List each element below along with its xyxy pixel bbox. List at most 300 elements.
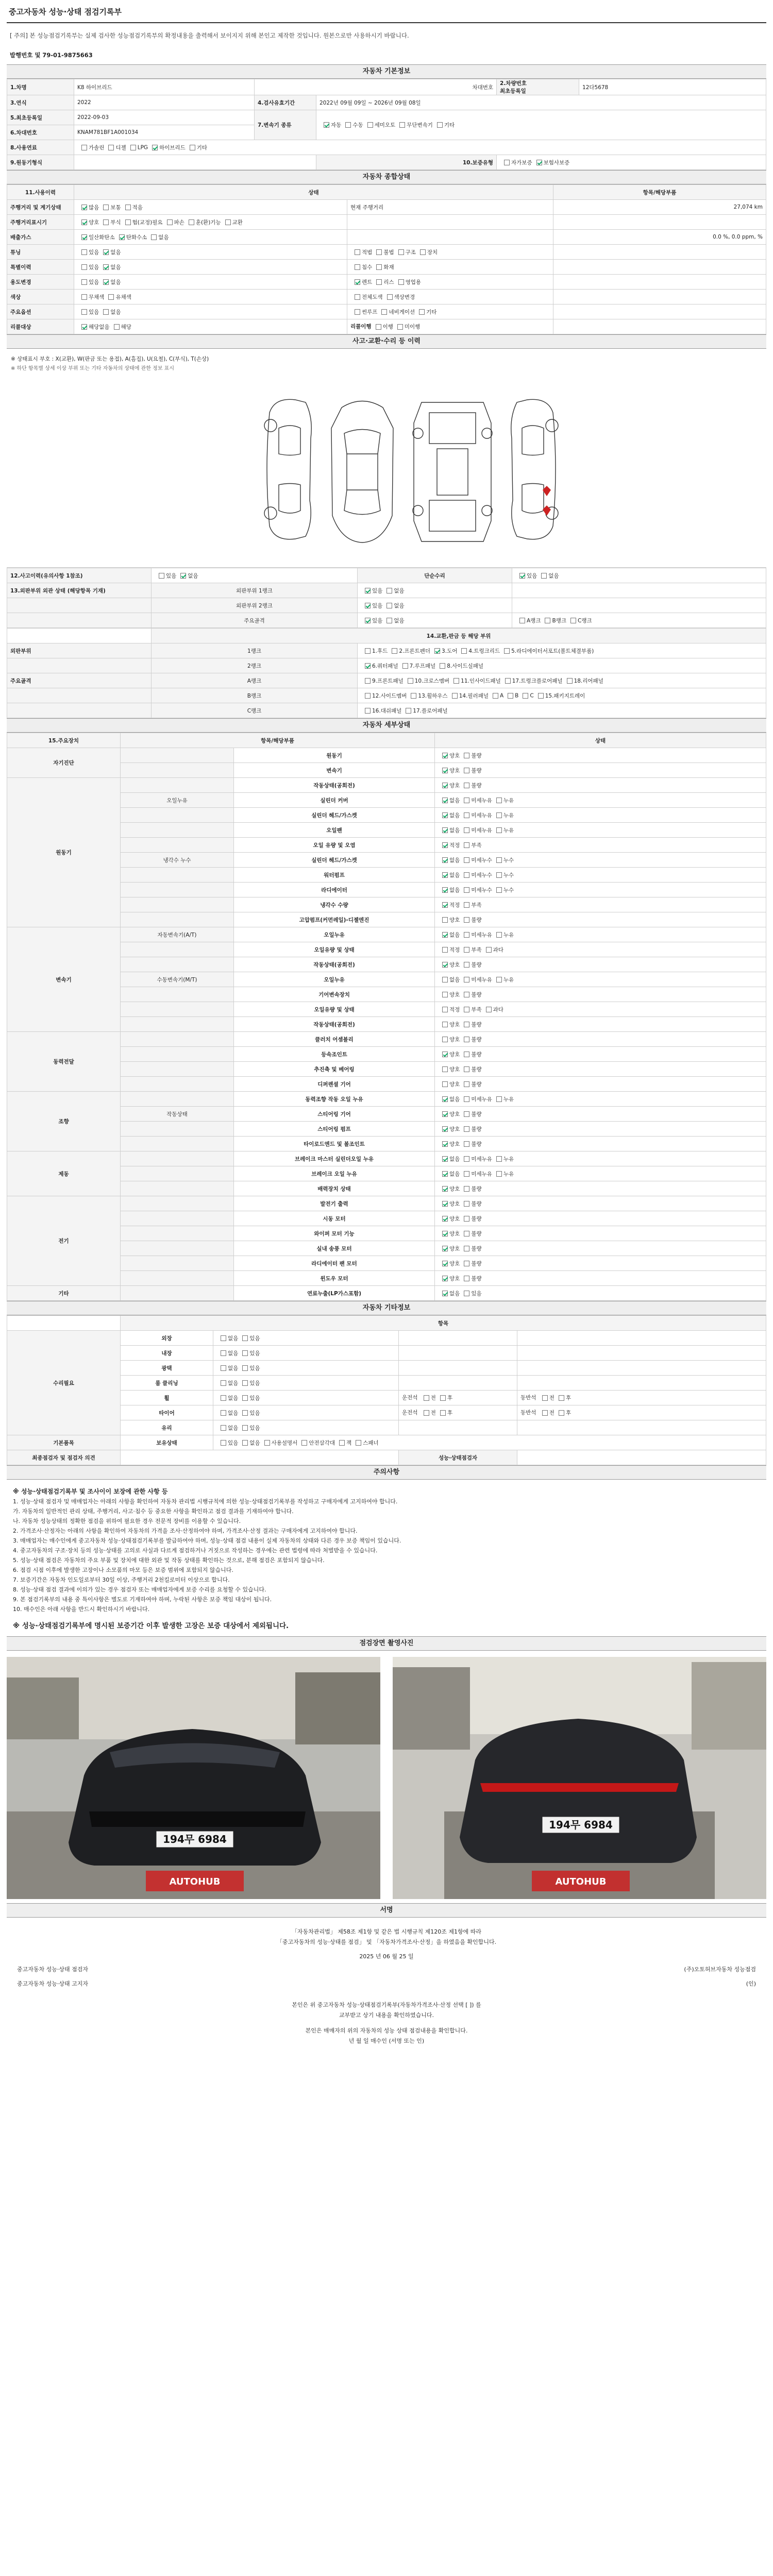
overall-sub-checkbox[interactable] [355, 249, 360, 255]
detail-group: 전기 [7, 1196, 121, 1286]
detail-checkbox[interactable] [442, 1291, 448, 1296]
detail-item: 라디에이터 [234, 883, 435, 897]
detail-checkbox[interactable] [442, 962, 448, 968]
rank-checkbox[interactable] [508, 693, 513, 699]
detail-checkbox[interactable] [464, 827, 469, 833]
transmission-options-checkbox[interactable] [324, 122, 329, 128]
rank-checkbox[interactable] [493, 693, 498, 699]
overall-checkbox[interactable] [103, 249, 109, 255]
detail-checkbox[interactable] [496, 812, 502, 818]
detail-checkbox[interactable] [464, 1007, 469, 1012]
rank-checkbox[interactable] [440, 663, 445, 669]
overall-option: 있음 [89, 309, 99, 315]
detail-sub [121, 1196, 234, 1211]
other-checkbox[interactable] [221, 1410, 226, 1416]
transmission-options-checkbox[interactable] [437, 122, 443, 128]
notes-line: 5. 성능·상태 점검은 자동차의 주요 부품 및 장치에 대한 외관 및 작동 상태를 확인하는 것으로, 분해 점검은 포함되지 않습니다. [13, 1557, 325, 1564]
detail-checkbox[interactable] [464, 1231, 469, 1236]
overall-sub-checkbox[interactable] [419, 309, 425, 315]
rank-checkbox[interactable] [434, 648, 440, 654]
detail-checkbox[interactable] [464, 962, 469, 968]
detail-checkbox[interactable] [442, 842, 448, 848]
detail-checkbox[interactable] [496, 827, 502, 833]
other-checkbox[interactable] [221, 1335, 226, 1341]
section-overall: 자동차 종합상태 [7, 170, 766, 184]
overall-checkbox[interactable] [81, 249, 87, 255]
overall-sub-option: 침수 [362, 264, 373, 270]
overall-value [553, 319, 766, 334]
detail-item: 작동상태(공회전) [234, 1017, 435, 1032]
detail-checkbox[interactable] [496, 1156, 502, 1162]
other-checkbox[interactable] [221, 1425, 226, 1431]
overall-checkbox[interactable] [81, 234, 87, 240]
detail-checkbox[interactable] [464, 768, 469, 773]
other-row [7, 1376, 766, 1391]
detail-option: 과다 [493, 1006, 503, 1013]
overall-option: 무채색 [89, 294, 105, 300]
detail-checkbox[interactable] [442, 1231, 448, 1236]
detail-checkbox[interactable] [486, 947, 492, 953]
other-ex-checkbox[interactable] [542, 1395, 548, 1401]
rank-checkbox[interactable] [461, 648, 467, 654]
overall-checkbox[interactable] [189, 219, 194, 225]
accident-checkbox[interactable] [159, 573, 164, 579]
detail-checkbox[interactable] [442, 1066, 448, 1072]
detail-checkbox[interactable] [464, 1081, 469, 1087]
detail-checkbox[interactable] [464, 1096, 469, 1102]
document [7, 0, 766, 2046]
detail-checkbox[interactable] [442, 887, 448, 893]
detail-checkbox[interactable] [464, 842, 469, 848]
overall-sub-checkbox[interactable] [355, 279, 360, 285]
rank-checkbox[interactable] [567, 678, 573, 684]
other-checkbox[interactable] [242, 1350, 248, 1356]
rank-checkbox[interactable] [408, 678, 413, 684]
overall-checkbox[interactable] [119, 234, 125, 240]
accident-rank-checkbox[interactable] [570, 618, 576, 623]
detail-row [7, 1256, 766, 1271]
overall-checkbox[interactable] [151, 234, 157, 240]
detail-checkbox[interactable] [442, 917, 448, 923]
accident-repair-checkbox[interactable] [541, 573, 547, 579]
detail-checkbox[interactable] [442, 932, 448, 938]
overall-label: 주행거리표시기 [7, 215, 74, 230]
detail-option: 불량 [471, 1230, 482, 1237]
fuel-options-checkbox[interactable] [108, 145, 114, 150]
detail-sub [121, 1286, 234, 1301]
warranty-options-checkbox[interactable] [536, 160, 542, 165]
detail-checkbox[interactable] [442, 947, 448, 953]
detail-checkbox[interactable] [464, 1216, 469, 1222]
detail-checkbox[interactable] [464, 932, 469, 938]
other-last-row [7, 1450, 766, 1465]
other-checkbox[interactable] [221, 1365, 226, 1371]
detail-option: 불량 [471, 1185, 482, 1192]
detail-row [7, 912, 766, 927]
detail-option: 양호 [449, 1036, 460, 1043]
detail-row [7, 1122, 766, 1137]
section-notes: 주의사항 [7, 1465, 766, 1480]
other-ex-option: 후 [565, 1410, 572, 1416]
detail-checkbox[interactable] [442, 992, 448, 997]
detail-item: 와이퍼 모터 기능 [234, 1226, 435, 1241]
detail-option: 없음 [449, 827, 460, 834]
other-checkbox[interactable] [242, 1395, 248, 1401]
detail-checkbox[interactable] [464, 902, 469, 908]
sign-line-3: 본인은 위 중고자동차 성능·상태점검기록부(자동차가격조사·산정 선택 [ ]) 를 [292, 2002, 481, 2008]
fuel-options-checkbox[interactable] [130, 145, 136, 150]
other-basic-checkbox[interactable] [356, 1440, 361, 1446]
detail-checkbox[interactable] [464, 753, 469, 758]
rank-checkbox[interactable] [392, 648, 397, 654]
transmission-options-checkbox[interactable] [345, 122, 351, 128]
section-sign: 서명 [7, 1903, 766, 1918]
overall-checkbox[interactable] [103, 219, 109, 225]
detail-checkbox[interactable] [464, 887, 469, 893]
detail-checkbox[interactable] [442, 1081, 448, 1087]
detail-checkbox[interactable] [442, 1141, 448, 1147]
overall-sub-checkbox[interactable] [355, 264, 360, 270]
overall-sub-checkbox[interactable] [398, 249, 404, 255]
rank-checkbox[interactable] [406, 708, 411, 714]
accident-row [7, 613, 766, 628]
accident-checkbox[interactable] [386, 618, 392, 623]
rank-checkbox[interactable] [411, 693, 416, 699]
other-option: 있음 [249, 1425, 260, 1431]
accident-checkbox[interactable] [365, 618, 371, 623]
overall-sub-checkbox[interactable] [398, 279, 404, 285]
badge-front: AUTOHUB [169, 1876, 221, 1887]
detail-table [7, 733, 766, 1301]
detail-checkbox[interactable] [464, 1246, 469, 1251]
notes-warning: ※ 성능·상태점검기록부에 명시된 보증기간 이후 발생한 고장은 보증 대상에서 제외됩니다. [13, 1622, 289, 1630]
detail-option: 불량 [471, 1111, 482, 1117]
transmission-options-checkbox[interactable] [367, 122, 373, 128]
rank-checkbox[interactable] [365, 693, 371, 699]
detail-option: 누유 [503, 1156, 514, 1162]
overall-checkbox[interactable] [81, 324, 87, 330]
detail-checkbox[interactable] [442, 1156, 448, 1162]
overall-checkbox[interactable] [81, 294, 87, 300]
overall-mid [347, 304, 553, 319]
detail-options [435, 1211, 766, 1226]
overall-option: 유채색 [115, 294, 131, 300]
overall-checkbox[interactable] [81, 219, 87, 225]
detail-checkbox[interactable] [486, 1007, 492, 1012]
detail-checkbox[interactable] [464, 977, 469, 982]
rank-checkbox[interactable] [365, 708, 371, 714]
detail-checkbox[interactable] [442, 1201, 448, 1207]
detail-item: 냉각수 수량 [234, 897, 435, 912]
label-engine-type: 9.원동기형식 [7, 155, 74, 170]
other-checkbox[interactable] [221, 1395, 226, 1401]
warranty-options-checkbox[interactable] [504, 160, 510, 165]
rank-option: 5.라디에이터서포트(볼트체결부품) [511, 648, 594, 654]
detail-checkbox[interactable] [464, 947, 469, 953]
accident-repair-checkbox[interactable] [519, 573, 525, 579]
overall-sub-checkbox[interactable] [420, 249, 426, 255]
overall-sub-checkbox[interactable] [376, 324, 381, 330]
accident-checkbox[interactable] [386, 603, 392, 608]
sign-notifier-label: 중고자동차 성능·상태 고지자 [17, 1980, 89, 1987]
sign-inspector-value: (주)오토허브자동차 성능점검 [684, 1966, 756, 1973]
transmission-options-option: 자동 [331, 122, 342, 128]
detail-checkbox[interactable] [464, 1052, 469, 1057]
label-first-reg: 5.최초등록일 [7, 110, 74, 125]
detail-checkbox[interactable] [496, 1096, 502, 1102]
detail-checkbox[interactable] [442, 1052, 448, 1057]
overall-sub-checkbox[interactable] [376, 264, 382, 270]
detail-checkbox[interactable] [464, 1126, 469, 1132]
fuel-options-checkbox[interactable] [81, 145, 87, 150]
overall-checkbox[interactable] [114, 324, 120, 330]
detail-checkbox[interactable] [496, 857, 502, 863]
overall-label: 특별이력 [7, 260, 74, 275]
other-ex-option: 전 [549, 1410, 554, 1416]
rank-label: C랭크 [152, 703, 358, 718]
detail-checkbox[interactable] [442, 872, 448, 878]
detail-checkbox[interactable] [442, 1111, 448, 1117]
other-basic-checkbox[interactable] [221, 1440, 226, 1446]
other-basic-checkbox[interactable] [301, 1440, 307, 1446]
other-checkbox[interactable] [221, 1380, 226, 1386]
other-basic-checkbox[interactable] [339, 1440, 345, 1446]
detail-checkbox[interactable] [496, 872, 502, 878]
other-last-label-2: 성능·상태점검자 [399, 1450, 517, 1465]
other-basic-checkbox[interactable] [242, 1440, 248, 1446]
fuel-options-checkbox[interactable] [152, 145, 158, 150]
detail-option: 미세누수 [471, 857, 492, 863]
detail-option: 불량 [471, 1081, 482, 1088]
detail-checkbox[interactable] [442, 1276, 448, 1281]
other-ex-checkbox[interactable] [542, 1410, 548, 1416]
other-option: 없음 [228, 1395, 239, 1401]
rank-checkbox[interactable] [453, 678, 459, 684]
overall-checkbox[interactable] [103, 279, 109, 285]
detail-item: 작동상태(공회전) [234, 957, 435, 972]
overall-table [7, 184, 766, 334]
detail-checkbox[interactable] [464, 1201, 469, 1207]
detail-option: 없음 [449, 812, 460, 819]
rank-group: 주요골격 [7, 673, 152, 688]
detail-checkbox[interactable] [464, 812, 469, 818]
detail-item: 윈도우 모터 [234, 1271, 435, 1286]
detail-checkbox[interactable] [496, 798, 502, 803]
accident-rank-checkbox[interactable] [519, 618, 525, 623]
rank-checkbox[interactable] [538, 693, 544, 699]
other-ex-checkbox[interactable] [559, 1395, 564, 1401]
other-ex-checkbox[interactable] [424, 1395, 429, 1401]
other-ex-checkbox[interactable] [440, 1410, 446, 1416]
detail-checkbox[interactable] [464, 1066, 469, 1072]
detail-checkbox[interactable] [442, 1007, 448, 1012]
detail-sub [121, 912, 234, 927]
overall-sub-checkbox[interactable] [355, 309, 360, 315]
detail-checkbox[interactable] [442, 902, 448, 908]
detail-checkbox[interactable] [442, 1126, 448, 1132]
detail-checkbox[interactable] [442, 1261, 448, 1266]
rank-checkbox[interactable] [365, 648, 371, 654]
overall-checkbox[interactable] [81, 264, 87, 270]
rank-checkbox[interactable] [452, 693, 458, 699]
detail-checkbox[interactable] [464, 1186, 469, 1192]
detail-checkbox[interactable] [464, 1141, 469, 1147]
overall-checkbox[interactable] [103, 309, 109, 315]
accident-checkbox[interactable] [365, 588, 371, 594]
overall-value [553, 260, 766, 275]
detail-checkbox[interactable] [442, 1186, 448, 1192]
other-item: 광택 [121, 1361, 213, 1376]
overall-sub-option: 화재 [383, 264, 394, 270]
label-warranty: 10.보증유형 [316, 155, 497, 170]
rank-checkbox[interactable] [505, 678, 511, 684]
detail-checkbox[interactable] [464, 1261, 469, 1266]
detail-checkbox[interactable] [442, 1171, 448, 1177]
other-ex-checkbox[interactable] [440, 1395, 446, 1401]
detail-row [7, 1017, 766, 1032]
detail-checkbox[interactable] [442, 798, 448, 803]
detail-option: 불량 [471, 1051, 482, 1058]
other-checkbox[interactable] [221, 1350, 226, 1356]
overall-checkbox[interactable] [108, 294, 114, 300]
overall-sub-checkbox[interactable] [355, 294, 360, 300]
left-side-view [264, 399, 311, 539]
detail-item: 실내 송풍 모터 [234, 1241, 435, 1256]
overall-sub-checkbox[interactable] [376, 279, 382, 285]
detail-checkbox[interactable] [464, 783, 469, 788]
detail-checkbox[interactable] [442, 977, 448, 982]
detail-checkbox[interactable] [464, 1276, 469, 1281]
overall-row [7, 275, 766, 290]
detail-checkbox[interactable] [442, 1037, 448, 1042]
detail-checkbox[interactable] [442, 783, 448, 788]
overall-sub-checkbox[interactable] [397, 324, 403, 330]
detail-checkbox[interactable] [496, 977, 502, 982]
other-checkbox[interactable] [242, 1365, 248, 1371]
detail-row [7, 853, 766, 868]
rank-checkbox[interactable] [402, 663, 408, 669]
accident-rank-checkbox[interactable] [545, 618, 550, 623]
overall-checkbox[interactable] [81, 205, 87, 210]
detail-checkbox[interactable] [442, 1022, 448, 1027]
detail-checkbox[interactable] [442, 857, 448, 863]
detail-options [435, 1017, 766, 1032]
detail-checkbox[interactable] [464, 1022, 469, 1027]
accident-checkbox[interactable] [386, 588, 392, 594]
detail-option: 양호 [449, 767, 460, 774]
other-checkbox[interactable] [242, 1335, 248, 1341]
detail-checkbox[interactable] [464, 1037, 469, 1042]
detail-checkbox[interactable] [464, 857, 469, 863]
detail-checkbox[interactable] [464, 798, 469, 803]
detail-checkbox[interactable] [442, 768, 448, 773]
detail-option: 누유 [503, 827, 514, 834]
other-checkbox[interactable] [242, 1380, 248, 1386]
accident-options-2 [512, 613, 766, 628]
overall-sub-checkbox[interactable] [387, 294, 393, 300]
overall-mid [347, 260, 553, 275]
other-options [213, 1391, 399, 1405]
detail-item: 타이로드엔드 및 볼조인트 [234, 1137, 435, 1151]
detail-checkbox[interactable] [442, 827, 448, 833]
detail-sub [121, 1122, 234, 1137]
detail-option: 불량 [471, 1245, 482, 1252]
overall-checkbox[interactable] [167, 219, 173, 225]
detail-row [7, 1196, 766, 1211]
other-option: 있음 [249, 1395, 260, 1401]
detail-checkbox[interactable] [464, 872, 469, 878]
overall-checkbox[interactable] [125, 219, 131, 225]
value-inspection-period: 2022년 09월 09일 ~ 2026년 09월 08일 [316, 95, 766, 110]
detail-options [435, 1002, 766, 1017]
overall-sub-checkbox[interactable] [381, 309, 387, 315]
detail-item: 기어변속장치 [234, 987, 435, 1002]
accident-options-2 [512, 598, 766, 613]
detail-sub [121, 942, 234, 957]
detail-checkbox[interactable] [464, 917, 469, 923]
accident-checkbox[interactable] [365, 603, 371, 608]
detail-checkbox[interactable] [442, 1216, 448, 1222]
detail-checkbox[interactable] [464, 1291, 469, 1296]
overall-sub-checkbox[interactable] [376, 249, 382, 255]
detail-checkbox[interactable] [442, 1096, 448, 1102]
detail-option: 누수 [503, 872, 514, 878]
detail-row [7, 748, 766, 763]
fuel-options-checkbox[interactable] [190, 145, 195, 150]
detail-checkbox[interactable] [464, 1171, 469, 1177]
other-table [7, 1315, 766, 1465]
rank-checkbox[interactable] [523, 693, 528, 699]
other-ex-checkbox[interactable] [424, 1410, 429, 1416]
other-ex-checkbox[interactable] [559, 1410, 564, 1416]
detail-checkbox[interactable] [442, 1246, 448, 1251]
other-checkbox[interactable] [242, 1425, 248, 1431]
other-basic-checkbox[interactable] [264, 1440, 270, 1446]
detail-checkbox[interactable] [496, 1171, 502, 1177]
rank-items [358, 643, 766, 658]
overall-checkbox[interactable] [103, 205, 109, 210]
detail-options [435, 1166, 766, 1181]
overall-checkbox[interactable] [103, 264, 109, 270]
section-detail: 자동차 세부상태 [7, 718, 766, 733]
rank-option: 17.플로어패널 [413, 707, 448, 714]
detail-checkbox[interactable] [464, 992, 469, 997]
detail-option: 불량 [471, 1021, 482, 1028]
detail-checkbox[interactable] [442, 812, 448, 818]
other-checkbox[interactable] [242, 1410, 248, 1416]
overall-checkbox[interactable] [225, 219, 231, 225]
overall-checkbox[interactable] [81, 309, 87, 315]
other-ex-a: 운전석 전 후 [399, 1391, 517, 1405]
detail-checkbox[interactable] [442, 753, 448, 758]
detail-checkbox[interactable] [464, 1111, 469, 1117]
detail-sub: 오일누유 [121, 793, 234, 808]
detail-row [7, 778, 766, 793]
overall-checkbox[interactable] [125, 205, 131, 210]
detail-checkbox[interactable] [496, 887, 502, 893]
accident-checkbox[interactable] [180, 573, 186, 579]
transmission-options-checkbox[interactable] [399, 122, 405, 128]
overall-checkbox[interactable] [81, 279, 87, 285]
rank-checkbox[interactable] [365, 663, 371, 669]
sign-block-2 [7, 1991, 766, 2046]
detail-option: 양호 [449, 1126, 460, 1132]
rank-checkbox[interactable] [504, 648, 510, 654]
detail-option: 미세누유 [471, 797, 492, 804]
rank-checkbox[interactable] [365, 678, 371, 684]
detail-checkbox[interactable] [496, 932, 502, 938]
detail-checkbox[interactable] [464, 1156, 469, 1162]
